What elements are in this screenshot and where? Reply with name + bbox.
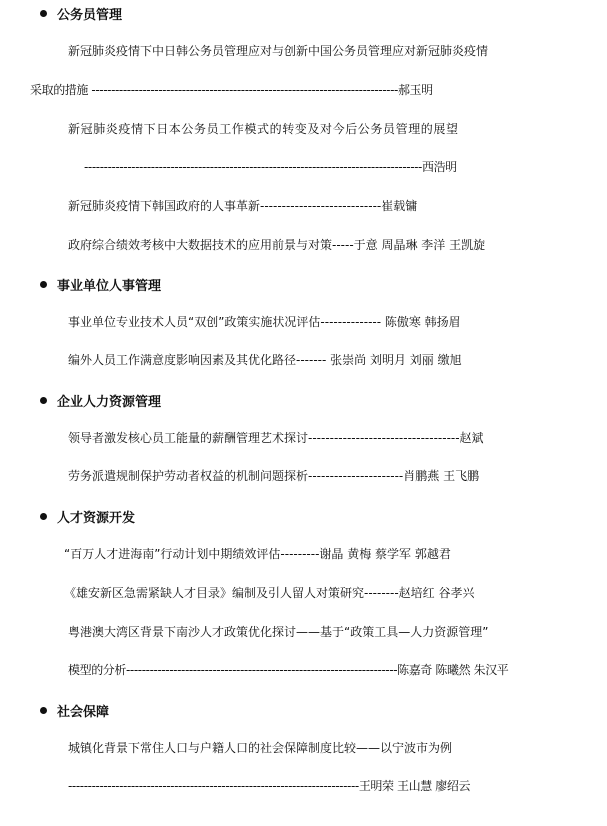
toc-entry-line: 新冠肺炎疫情下中日韩公务员管理应对与创新中国公务员管理应对新冠肺炎疫情 xyxy=(68,44,489,58)
bullet-icon xyxy=(40,10,47,17)
toc-entry-line: 城镇化背景下常住人口与户籍人口的社会保障制度比较——以宁波市为例 xyxy=(68,741,453,755)
bullet-icon xyxy=(40,281,47,288)
toc-entry-line: --------------------------------------------------------------------------------------西浩明 xyxy=(84,160,457,174)
toc-entry-line: 新冠肺炎疫情下韩国政府的人事革新----------------------------崔载镛 xyxy=(68,199,418,213)
toc-entry-line: 政府综合绩效考核中大数据技术的应用前景与对策-----于意 周晶琳 李洋 王凯旋 xyxy=(68,238,486,252)
toc-entry-line: “百万人才进海南”行动计划中期绩效评估---------谢晶 黄梅 蔡学军 郭越君 xyxy=(64,547,451,561)
toc-entry-line: 《雄安新区急需紧缺人才目录》编制及引人留人对策研究--------赵培红 谷孝兴 xyxy=(64,586,475,600)
toc-entry-line: 劳务派遣规制保护劳动者权益的机制问题探析----------------------肖鹏燕 王飞鹏 xyxy=(68,469,480,483)
section-title-public-institution-personnel: 事业单位人事管理 xyxy=(40,275,161,294)
toc-entry-line: 领导者激发核心员工能量的薪酬管理艺术探讨-----------------------------------赵斌 xyxy=(68,431,484,445)
bullet-icon xyxy=(40,513,47,520)
toc-entry-line: --------------------------------------------------------------------------王明荣 王山慧 廖绍云 xyxy=(68,779,471,793)
toc-entry-line: 编外人员工作满意度影响因素及其优化路径------- 张崇尚 刘明月 刘丽 缴旭 xyxy=(68,353,462,367)
bullet-icon xyxy=(40,397,47,404)
section-title-social-security: 社会保障 xyxy=(40,701,109,720)
toc-entry-line: 粤港澳大湾区背景下南沙人才政策优化探讨——基于“政策工具—人力资源管理” xyxy=(68,625,489,639)
toc-entry-line: 新冠肺炎疫情下日本公务员工作模式的转变及对今后公务员管理的展望 xyxy=(68,122,459,136)
toc-entry-line: 事业单位专业技术人员“双创”政策实施状况评估-------------- 陈傲寒 韩扬眉 xyxy=(68,315,461,329)
bullet-icon xyxy=(40,707,47,714)
section-title-enterprise-hr: 企业人力资源管理 xyxy=(40,391,161,410)
toc-entry-line: 采取的措施 ------------------------------------------------------------------------------郝玉明 xyxy=(30,83,433,97)
section-title-talent-development: 人才资源开发 xyxy=(40,507,135,526)
section-title-civil-servant-management: 公务员管理 xyxy=(40,4,122,23)
toc-entry-line: 模型的分析---------------------------------------------------------------------陈嘉奇 陈曦然 朱汉平 xyxy=(68,663,509,677)
